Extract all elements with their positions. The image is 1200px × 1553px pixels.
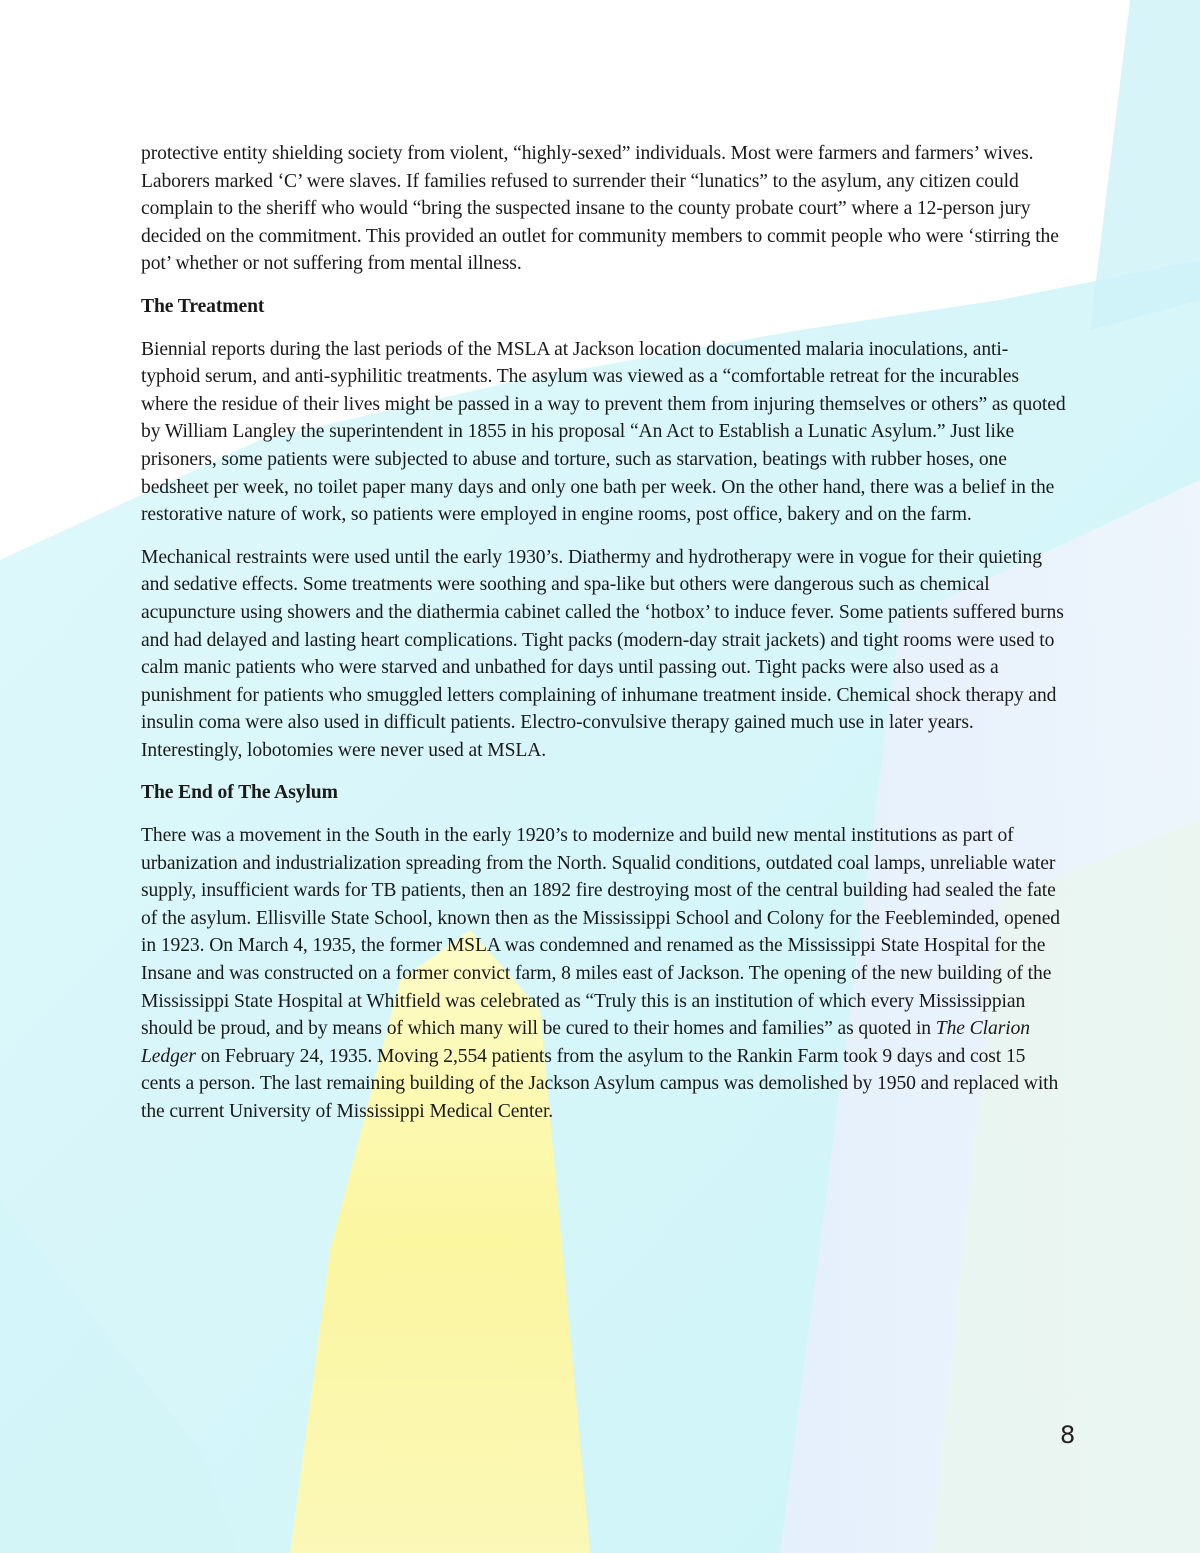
paragraph-text-part2: on February 24, 1935. Moving 2,554 patients from the asylum to the Rankin Farm took 9 days and cost 15 cents a person. The last remaining building of the Jackson Asylum campus was demolished by 1950 and replaced with the current University of Mississippi Medical Center.: [141, 1045, 1059, 1122]
paragraph-text-part1: There was a movement in the South in the early 1920’s to modernize and build new mental institutions as part of urbanization and industrialization spreading from the North. Squalid conditions, outdated coal lamps, unreliable water supply, insufficient wards for TB patients, then an 1892 fire destroying most of the central building had sealed the fate of the asylum. Ellisville State School, known then as the Mississippi School and Colony for the Feebleminded, opened in 1923. On March 4, 1935, the former MSLA was condemned and renamed as the Mississippi State Hospital for the Insane and was constructed on a former convict farm, 8 miles east of Jackson. The opening of the new building of the Mississippi State Hospital at Whitfield was celebrated as “Truly this is an institution of which every Mississippian should be proud, and by means of which many will be cured to their homes and families” as quoted in: [141, 825, 1060, 1040]
document-body: [141, 140, 1066, 1141]
paragraph-mechanical-restraints: Mechanical restraints were used until the early 1930’s. Diathermy and hydrotherapy were in vogue for their quieting and sedative effects. Some treatments were soothing and spa-like but others were dangerous such as chemical acupuncture using showers and the diathermia cabinet called the ‘hotbox’ to induce fever. Some patients suffered burns and had delayed and lasting heart complications. Tight packs (modern-day strait jackets) and tight rooms were used to calm manic patients who were starved and unbathed for days until passing out. Tight packs were also used as a punishment for patients who smuggled letters complaining of inhumane treatment inside. Chemical shock therapy and insulin coma were also used in difficult patients. Electro-convulsive therapy gained much use in later years. Interestingly, lobotomies were never used at MSLA.: [141, 546, 1064, 761]
paragraph-intro: protective entity shielding society from violent, “highly-sexed” individuals. Most were farmers and farmers’ wives. Laborers marked ‘C’ were slaves. If families refused to surrender their “lunatics” to the asylum, any citizen could complain to the sheriff who would “bring the suspected insane to the county probate court” where a 12-person jury decided on the commitment. This provided an outlet for community members to commit people who were ‘stirring the pot’ whether or not suffering from mental illness.: [141, 143, 1059, 275]
newspaper-title: The Clarion Ledger: [141, 1018, 1030, 1067]
page-number: 8: [1060, 1421, 1076, 1449]
section-heading-treatment: The Treatment: [141, 295, 265, 317]
paragraph-movement-south: [141, 822, 1066, 1126]
paragraph-biennial-reports: Biennial reports during the last periods of the MSLA at Jackson location documented malaria inoculations, anti-typhoid serum, and anti-syphilitic treatments. The asylum was viewed as a “comfortable retreat for the incurables where the residue of their lives might be passed in a way to prevent them from injuring themselves or others” as quoted by William Langley the superintendent in 1855 in his proposal “An Act to Establish a Lunatic Asylum.” Just like prisoners, some patients were subjected to abuse and torture, such as starvation, beatings with rubber hoses, one bedsheet per week, no toilet paper many days and only one bath per week. On the other hand, there was a belief in the restorative nature of work, so patients were employed in engine rooms, post office, bakery and on the farm.: [141, 338, 1066, 526]
section-heading-end-of-asylum: The End of The Asylum: [141, 782, 338, 804]
